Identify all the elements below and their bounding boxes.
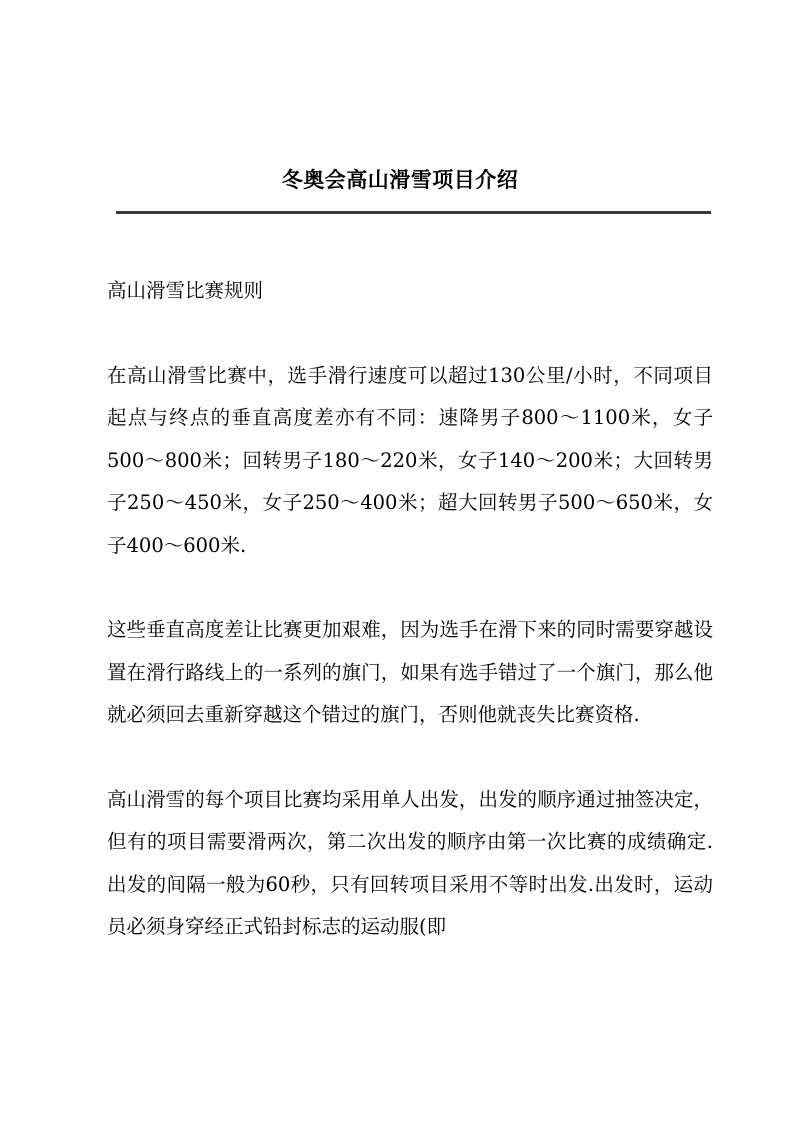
document-body xyxy=(107,270,713,991)
section-heading: 高山滑雪比赛规则 xyxy=(107,279,264,302)
paragraph-heights: 在高山滑雪比赛中，选手滑行速度可以超过130公里/小时，不同项目起点与终点的垂直高度差亦有不同：速降男子800～1100米，女子500～800米；回转男子180～220米，女子140～200米；大回转男子250～450米，女子250～400米；超大回转男子500～650米，女子400～600米. xyxy=(107,363,713,557)
paragraph-start-order: 高山滑雪的每个项目比赛均采用单人出发，出发的顺序通过抽签决定，但有的项目需要滑两次，第二次出发的顺序由第一次比赛的成绩确定.出发的间隔一般为60秒，只有回转项目采用不等时出发.出发时，运动员必须身穿经正式铅封标志的运动服(即 xyxy=(107,787,713,938)
document-title: 冬奥会高山滑雪项目介绍 xyxy=(281,167,519,192)
title-divider xyxy=(116,211,711,214)
paragraph-gates: 这些垂直高度差让比赛更加艰难，因为选手在滑下来的同时需要穿越设置在滑行路线上的一系列的旗门，如果有选手错过了一个旗门，那么他就必须回去重新穿越这个错过的旗门，否则他就丧失比赛资格. xyxy=(107,618,713,726)
